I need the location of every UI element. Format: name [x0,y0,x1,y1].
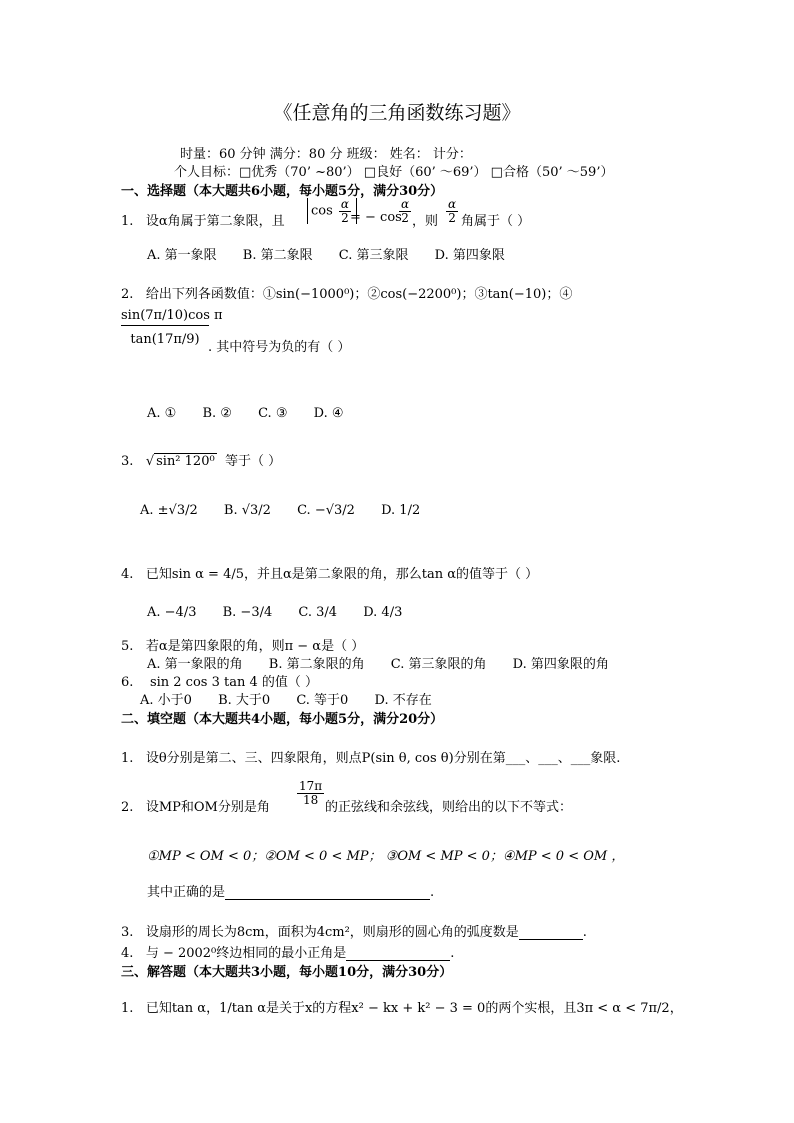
option-a[interactable]: A. ±√3/2 [140,503,198,518]
page-title: 《任意角的三角函数练习题》 [273,102,521,124]
choice-options-q3 [140,503,442,518]
choice-q5 [121,635,364,654]
option-d[interactable]: D. 第四象限 [434,248,505,263]
option-a[interactable]: A. 第一象限的角 [147,657,243,672]
choice-q3 [121,450,281,469]
option-d[interactable]: D. 4/3 [363,605,403,620]
question-number: 6. [121,675,134,690]
choice-q1 [121,210,285,229]
fill-q1 [121,747,620,766]
choice-options-q2 [147,406,366,421]
choice-q4 [121,563,538,582]
question-text: 角属于（ ） [461,214,531,229]
fraction-numerator: 17π [299,779,323,793]
question-number: 2. [121,800,134,815]
question-number: 5. [121,639,134,654]
fill-q4: 4. 与 − 2002⁰终边相同的最小正角是 . [121,946,455,961]
option-b[interactable]: B. 第二象限的角 [268,657,365,672]
option-c[interactable]: C. 第三象限 [338,248,409,263]
fill-q3: 3. 设扇形的周长为8cm，面积为4cm²，则扇形的圆心角的弧度数是 . [121,925,587,940]
answer-blank[interactable] [519,924,583,940]
option-b[interactable]: B. ② [202,406,232,421]
question-text: = − cos [350,210,402,225]
fraction-alpha-half: $\frac{\alpha}{2}$ [401,197,410,225]
question-text: . 其中符号为负的有（ ） [208,340,351,355]
option-c[interactable]: C. 3/4 [298,605,338,620]
option-b[interactable]: B. √3/2 [223,503,271,518]
answer-blank[interactable] [225,884,430,900]
question-number: 3. [121,925,134,940]
choice-options-q4 [147,605,424,620]
question-text: 的正弦线和余弦线，则给出的以下不等式： [325,800,573,815]
sqrt-radicand: sin² 120⁰ [156,454,215,469]
question-text: sin 2 cos 3 tan 4 的值（ ） [149,675,319,690]
sqrt-symbol: √ [145,454,155,469]
choice-q2 [121,283,572,302]
option-c[interactable]: C. −√3/2 [297,503,355,518]
option-b[interactable]: B. −3/4 [222,605,273,620]
option-c[interactable]: C. 第三象限的角 [390,657,487,672]
question-text: 等于（ ） [224,454,282,469]
question-text: ，则 [412,214,439,229]
abs-cos-expression: cos $\frac{\alpha}{2}$ [307,198,357,224]
question-text: 设θ分别是第二、三、四象限角，则点P(sin θ, cos θ)分别在第___、___、___象限. [145,751,621,766]
question-text: 设扇形的周长为8cm，面积为4cm²，则扇形的圆心角的弧度数是 [145,925,519,940]
section-heading-fill: 二、填空题（本大题共4小题，每小题5分，满分20分） [121,712,444,727]
option-a[interactable]: A. 小于0 [140,693,192,708]
option-c[interactable]: C. ③ [258,406,288,421]
choice-options-q5 [147,653,631,672]
question-text: 给出下列各函数值：①sin(−1000⁰)；②cos(−2200⁰)；③tan(−10)；④ [145,287,573,302]
question-number: 1. [121,751,134,766]
exam-meta-line: 时量：60 分钟 满分：80 分 班级： 姓名： 计分： [180,147,472,162]
option-d[interactable]: D. 不存在 [374,693,432,708]
fraction-numerator: sin(7π/10)cos π [121,308,209,326]
option-d[interactable]: D. ④ [313,406,344,421]
question-text: 已知tan α，1/tan α是关于x的方程x² − kx + k² − 3 = 0的两个实根，且3π < α < 7π/2， [145,1001,683,1016]
question-number: 1. [121,1001,134,1016]
section-heading-choice: 一、选择题（本大题共6小题，每小题5分，满分30分） [121,184,444,199]
question-text: 其中正确的是 [147,885,226,900]
question-text: 与 − 2002⁰终边相同的最小正角是 [145,946,347,961]
option-b[interactable]: B. 第二象限 [242,248,313,263]
solve-q1 [121,997,683,1016]
question-number: 2. [121,287,134,302]
choice-q6 [121,671,318,690]
option-b[interactable]: B. 大于0 [218,693,271,708]
expression-fraction [121,308,223,347]
question-text: 已知sin α = 4/5，并且α是第二象限的角，那么tan α的值等于（ ） [145,567,539,582]
question-number: 1. [121,214,134,229]
fraction-denominator: tan(17π/9) [130,332,200,347]
option-d[interactable]: D. 第四象限的角 [512,657,609,672]
target-goal-line: 个人目标：□优秀（70’ ~80’） □良好（60’ ～69’） □合格（50’ ～59’） [174,165,614,180]
question-text: 设α角属于第二象限，且 [145,214,285,229]
option-a[interactable]: A. 第一象限 [147,248,217,263]
answer-blank[interactable] [346,945,450,961]
question-number: 4. [121,567,134,582]
inequality-list: ①MP < OM < 0；②OM < 0 < MP； ③OM < MP < 0；④MP < 0 < OM ， [147,849,625,864]
option-d[interactable]: D. 1/2 [381,503,421,518]
option-a[interactable]: A. −4/3 [147,605,197,620]
option-a[interactable]: A. ① [147,406,177,421]
question-text: 设MP和OM分别是角 [145,800,270,815]
fraction-alpha-half: $\frac{\alpha}{2}$ [448,197,457,225]
choice-options-q6 [140,689,454,708]
question-number: 4. [121,946,134,961]
correct-answer-line: 其中正确的是 . [147,885,435,900]
choice-options-q1 [147,244,527,263]
question-text: 若α是第四象限的角，则π − α是（ ） [145,639,365,654]
section-heading-solve: 三、解答题（本大题共3小题，每小题10分，满分30分） [121,965,453,980]
fraction-denominator: 18 [302,792,319,807]
option-c[interactable]: C. 等于0 [296,693,349,708]
question-number: 3. [121,454,134,469]
fill-q2 [121,796,270,815]
fraction-angle [295,780,326,806]
